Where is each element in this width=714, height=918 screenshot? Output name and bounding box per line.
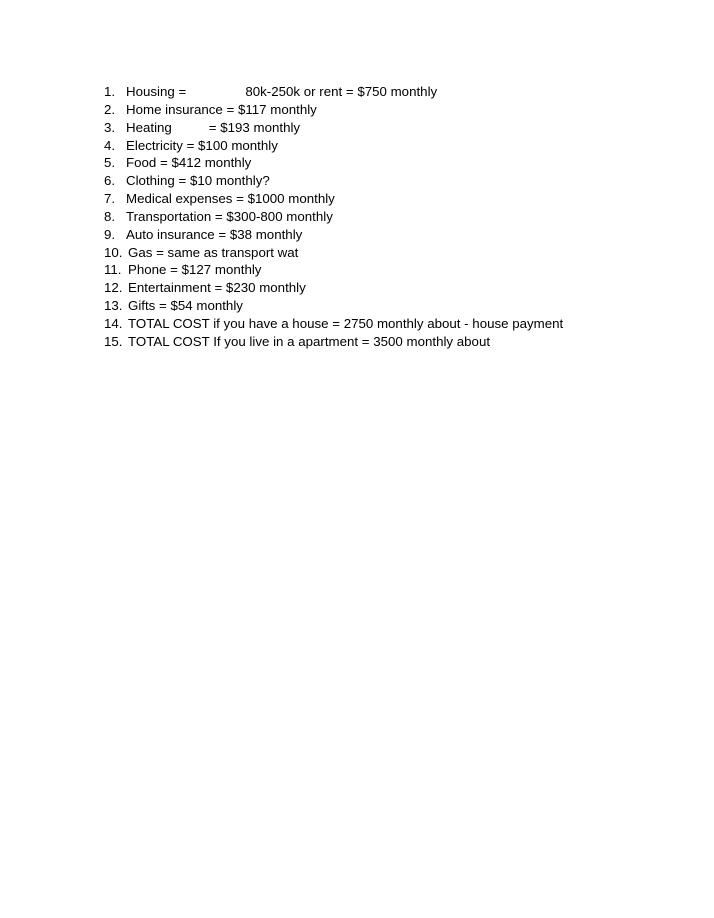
list-item-number: 2. xyxy=(104,101,116,117)
list-item-number: 13. xyxy=(104,298,123,314)
list-item-text: Gas = same as transport wat xyxy=(128,244,299,260)
list-item-text: Phone = $127 monthly xyxy=(128,262,262,278)
list-item xyxy=(104,83,563,101)
list-item-number: 6. xyxy=(104,173,116,189)
list-item-number: 5. xyxy=(104,155,116,171)
list-item-text: Housing = 80k-250k or rent = $750 monthly xyxy=(126,84,438,99)
list-item xyxy=(104,172,563,190)
list-item-number: 11. xyxy=(104,262,122,278)
list-item-text: Home insurance = $117 monthly xyxy=(126,101,317,117)
list-item-number: 3. xyxy=(104,119,116,135)
list-item-number: 7. xyxy=(104,191,116,207)
list-item xyxy=(104,208,563,226)
list-item-number: 14. xyxy=(104,315,123,331)
list-item-number: 15. xyxy=(104,333,123,349)
list-item xyxy=(104,154,563,172)
list-item xyxy=(104,190,563,208)
list-item-text: Gifts = $54 monthly xyxy=(128,298,243,314)
list-item-number: 9. xyxy=(104,226,116,242)
list-item-number: 12. xyxy=(104,280,123,296)
list-item-text: Electricity = $100 monthly xyxy=(126,137,278,153)
list-item xyxy=(104,137,563,155)
list-item-text: Auto insurance = $38 monthly xyxy=(126,226,303,242)
list-item xyxy=(104,244,563,262)
list-item-text: Medical expenses = $1000 monthly xyxy=(126,191,335,207)
list-item-number: 8. xyxy=(104,208,116,224)
list-item-text: Entertainment = $230 monthly xyxy=(128,280,306,296)
list-item-text: TOTAL COST if you have a house = 2750 monthly about - house payment xyxy=(128,315,564,331)
list-item-number: 10. xyxy=(104,244,123,260)
list-item-number: 4. xyxy=(104,137,116,153)
list-item-text: TOTAL COST If you live in a apartment = 3500 monthly about xyxy=(128,333,491,349)
list-item xyxy=(104,297,563,315)
list-item-number: 1. xyxy=(104,84,116,99)
list-item xyxy=(104,315,563,333)
list-item xyxy=(104,333,563,351)
list-item xyxy=(104,261,563,279)
list-item-text: Transportation = $300-800 monthly xyxy=(126,208,333,224)
list-item-text: Clothing = $10 monthly? xyxy=(126,173,270,189)
list-item xyxy=(104,101,563,119)
list-item-text: Food = $412 monthly xyxy=(126,155,252,171)
cost-list xyxy=(104,83,563,351)
list-item xyxy=(104,226,563,244)
list-item-text: Heating = $193 monthly xyxy=(126,119,301,135)
list-item xyxy=(104,119,563,137)
list-item xyxy=(104,279,563,297)
